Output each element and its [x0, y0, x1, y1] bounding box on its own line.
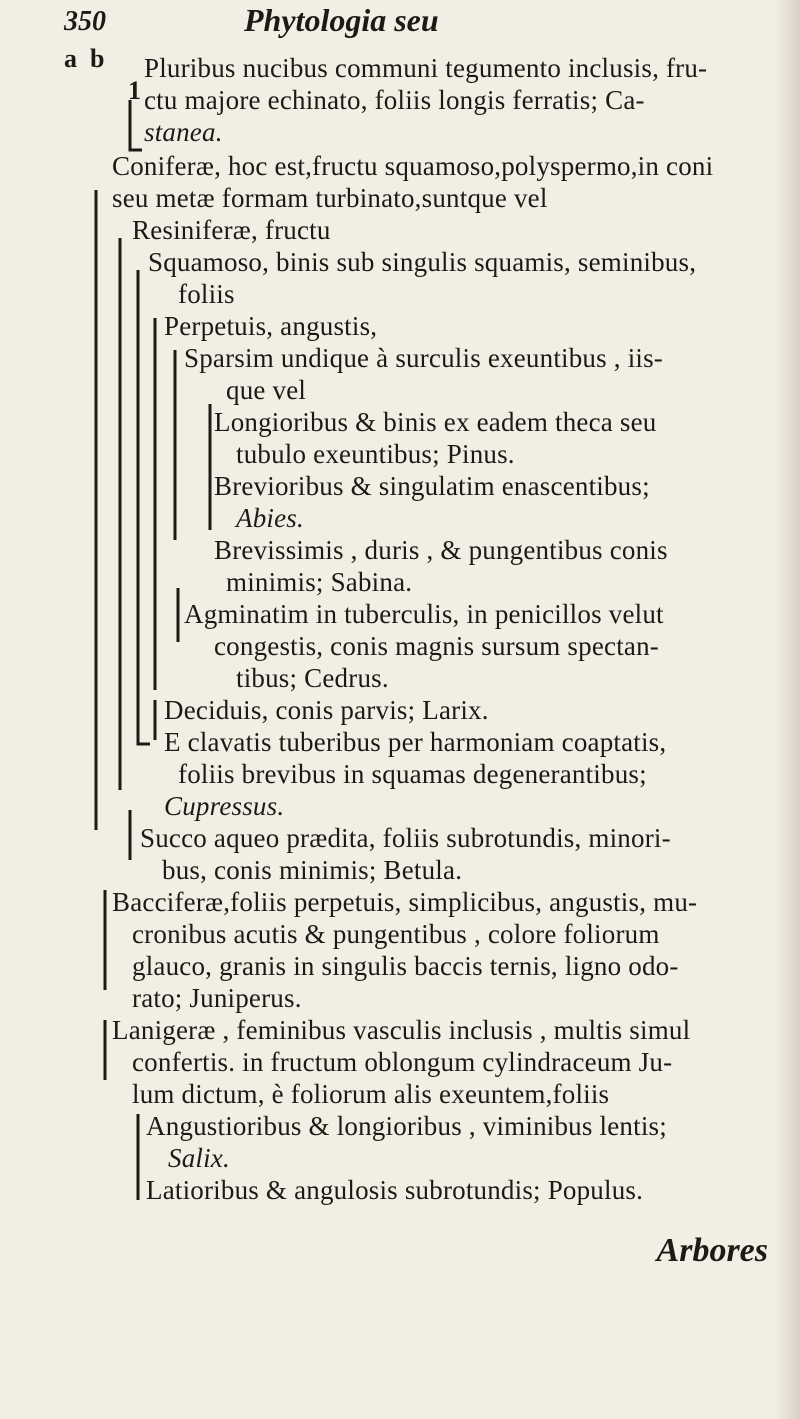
text-line-9: Perpetuis, angustis,	[164, 311, 378, 341]
text-line-34: Angustioribus & longioribus , viminibus lentis;	[146, 1111, 667, 1141]
catchword: Arbores	[656, 1232, 768, 1269]
text-line-18: Agminatim in tuberculis, in penicillos velut	[184, 599, 664, 629]
text-line-32: confertis. in fructum oblongum cylindraceum Ju-	[132, 1047, 673, 1077]
marker-b: b	[90, 44, 105, 73]
text-line-6: Resiniferæ, fructu	[132, 215, 331, 245]
text-line-22: E clavatis tuberibus per harmoniam coaptatis,	[164, 727, 667, 757]
text-line-35: Salix.	[168, 1143, 230, 1173]
text-line-29: glauco, granis in singulis baccis ternis, ligno odo-	[132, 951, 679, 981]
text-line-4: Coniferæ, hoc est,fructu squamoso,polyspermo,in coni	[112, 151, 714, 181]
text-line-27: Bacciferæ,foliis perpetuis, simplicibus, angustis, mu-	[112, 887, 698, 917]
text-line-17: minimis; Sabina.	[226, 567, 413, 597]
text-line-26: bus, conis minimis; Betula.	[162, 855, 463, 885]
text-line-10: Sparsim undique à surculis exeuntibus , iis-	[184, 343, 663, 373]
text-line-21: Deciduis, conis parvis; Larix.	[164, 695, 489, 725]
text-line-31: Lanigeræ , feminibus vasculis inclusis , multis simul	[112, 1015, 691, 1045]
text-line-2: ctu majore echinato, foliis longis ferratis; Ca-	[144, 85, 645, 115]
text-line-36: Latioribus & angulosis subrotundis; Populus.	[146, 1175, 644, 1205]
text-line-28: cronibus acutis & pungentibus , colore foliorum	[132, 919, 660, 949]
text-line-7: Squamoso, binis sub singulis squamis, seminibus,	[148, 247, 697, 277]
text-line-12: Longioribus & binis ex eadem theca seu	[214, 407, 657, 437]
bracket-castanea	[130, 100, 142, 150]
text-line-15: Abies.	[236, 503, 304, 533]
text-line-16: Brevissimis , duris , & pungentibus conis	[214, 535, 668, 565]
text-line-19: congestis, conis magnis sursum spectan-	[214, 631, 659, 661]
text-line-24: Cupressus.	[164, 791, 285, 821]
text-line-20: tibus; Cedrus.	[236, 663, 389, 693]
running-title: Phytologia seu	[244, 2, 439, 38]
text-line-23: foliis brevibus in squamas degenerantibus;	[178, 759, 647, 789]
text-line-3: stanea.	[144, 117, 223, 147]
text-line-13: tubulo exeuntibus; Pinus.	[236, 439, 515, 469]
text-line-25: Succo aqueo prædita, foliis subrotundis, minori-	[140, 823, 671, 853]
marker-a: a	[64, 44, 77, 73]
text-line-11: que vel	[226, 375, 307, 405]
text-line-30: rato; Juniperus.	[132, 983, 302, 1013]
marker-1: 1	[128, 76, 141, 105]
text-line-5: seu metæ formam turbinato,suntque vel	[112, 183, 548, 213]
text-line-1: Pluribus nucibus communi tegumento inclusis, fru-	[144, 53, 708, 83]
bracket-squamoso	[138, 270, 150, 744]
text-line-14: Brevioribus & singulatim enascentibus;	[214, 471, 650, 501]
text-line-33: lum dictum, è foliorum alis exeuntem,foliis	[132, 1079, 610, 1109]
text-line-8: foliis	[178, 279, 235, 309]
page-number: 350	[64, 6, 106, 37]
